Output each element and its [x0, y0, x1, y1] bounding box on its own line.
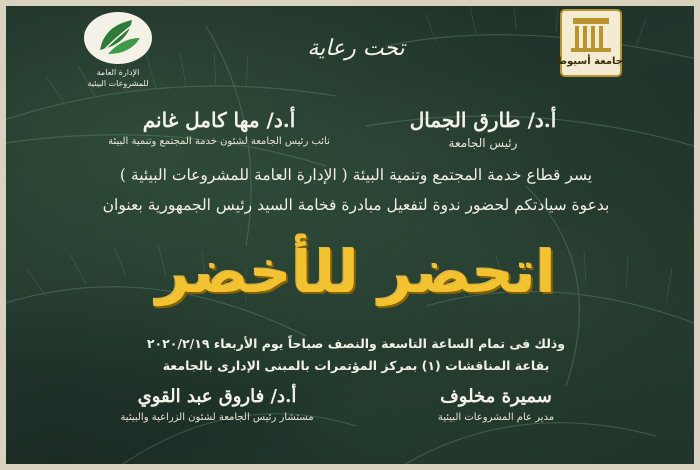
event-time-line: وذلك فى تمام الساعة التاسعة والنصف صباحاً يوم الأربعاء ٢٠٢٠/٢/١٩ [146, 336, 566, 351]
invitation-line-1: يسر قطاع خدمة المجتمع وتنمية البيئة ( الإدارة العامة للمشروعات البيئية ) [119, 166, 593, 184]
university-logo-caption: جامعة أسيوط [556, 56, 623, 67]
initiative-title: اتحضر للأخضر [156, 238, 556, 306]
signature-right-role: مدير عام المشروعات البيئية [437, 412, 555, 423]
signature-left-role: مستشار رئيس الجامعة لشئون الزراعية والبيئية [120, 412, 314, 423]
patron-right-name: أ.د/ طارق الجمال [409, 108, 557, 132]
logo-caption-line2: للمشروعات البيئية [87, 79, 149, 88]
patron-left-role: نائب رئيس الجامعة لشئون خدمة المجتمع وتنمية البيئة [108, 136, 330, 147]
sponsorship-heading: تحت رعاية [307, 36, 405, 61]
logo-caption-line1: الإدارة العامة [96, 68, 140, 77]
patron-right-role: رئيس الجامعة [448, 136, 518, 150]
invitation-line-2: بدعوة سيادتكم لحضور ندوة لتفعيل مبادرة فخامة السيد رئيس الجمهورية بعنوان [102, 196, 610, 214]
event-place-line: بقاعة المناقشات (١) بمركز المؤتمرات بالمبنى الإدارى بالجامعة [162, 358, 550, 373]
signature-left-name: أ.د/ فاروق عبد القوي [137, 386, 297, 407]
signature-right-name: سميرة مخلوف [440, 386, 552, 407]
patron-left-name: أ.د/ مها كامل غانم [142, 108, 296, 132]
